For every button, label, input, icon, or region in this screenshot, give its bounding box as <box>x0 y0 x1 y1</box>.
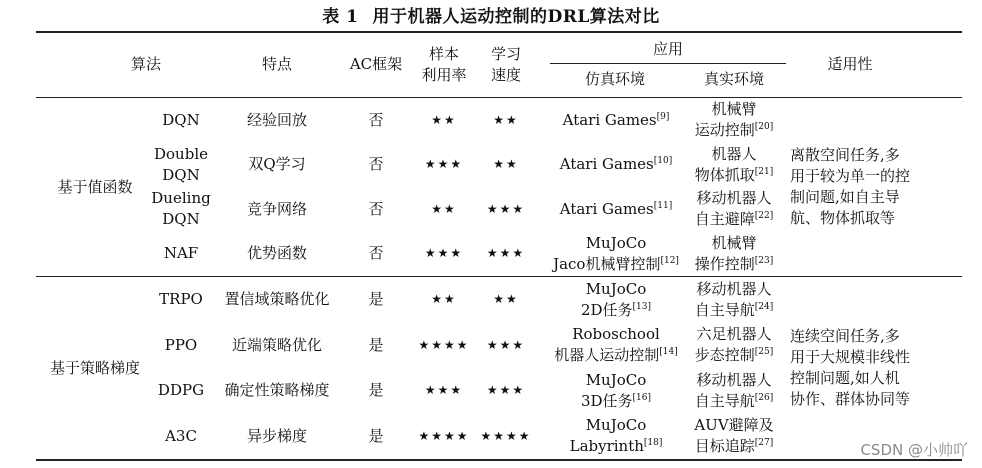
ac-text: 是 <box>368 426 384 445</box>
sample-text: ★★ <box>431 112 457 127</box>
cell-sample <box>414 368 474 414</box>
cell-sample <box>414 277 474 323</box>
group-name-value <box>36 98 154 276</box>
real-line <box>694 415 773 436</box>
feature-text: 竞争网络 <box>246 199 307 218</box>
feature-text: 确定性策略梯度 <box>224 381 330 400</box>
application-underline <box>550 63 786 64</box>
header-sim-env <box>550 66 680 92</box>
real-text: 自主导航 <box>694 391 755 410</box>
cell-algo <box>150 414 212 460</box>
sim-text: 2D任务 <box>580 300 633 319</box>
cell-speed <box>476 143 536 188</box>
real-line <box>695 254 774 275</box>
cell-sample <box>414 414 474 460</box>
sim-text: MuJoCo <box>585 279 647 298</box>
sim-line <box>586 233 647 254</box>
real-text: 移动机器人 <box>696 370 772 389</box>
cell-sim <box>540 323 692 369</box>
sim-line <box>554 345 678 366</box>
cell-real <box>682 368 786 414</box>
speed-text: ★★ <box>493 292 519 307</box>
speed-text: ★★ <box>493 112 519 127</box>
sim-line <box>563 110 670 131</box>
cell-feature <box>212 323 342 369</box>
feature-text: 经验回放 <box>246 110 307 129</box>
cell-ac <box>340 143 412 188</box>
cell-real <box>682 98 786 143</box>
citation-ref: [11] <box>653 200 673 211</box>
sample-text: ★★★★ <box>418 337 470 352</box>
real-line <box>695 436 774 457</box>
real-line <box>711 99 756 120</box>
cell-sim <box>540 414 692 460</box>
header-features-text: 特点 <box>261 54 292 73</box>
algo-line: DQN <box>162 110 200 129</box>
real-text: 六足机器人 <box>696 325 772 344</box>
header-features <box>212 33 342 95</box>
sim-text: Atari Games <box>559 199 654 218</box>
real-line <box>711 233 756 254</box>
speed-text: ★★★★ <box>480 428 532 443</box>
sim-text: MuJoCo <box>585 233 647 252</box>
cell-real <box>682 143 786 188</box>
sim-line <box>572 324 660 345</box>
table-caption <box>0 2 982 27</box>
cell-real <box>682 414 786 460</box>
sim-line <box>560 154 672 175</box>
group-label: 基于值函数 <box>57 177 133 196</box>
real-line <box>711 144 756 165</box>
cell-real <box>682 232 786 277</box>
citation-ref: [25] <box>754 347 774 358</box>
citation-ref: [24] <box>754 301 774 312</box>
caption-number: 表 1 <box>322 7 359 27</box>
cell-ac <box>340 187 412 232</box>
cell-algo <box>150 187 212 232</box>
cell-speed <box>476 187 536 232</box>
cell-feature <box>212 187 342 232</box>
real-text: 操作控制 <box>694 254 755 273</box>
sim-line <box>560 199 672 220</box>
sim-line <box>553 254 679 275</box>
cell-sample <box>414 187 474 232</box>
real-text: 移动机器人 <box>696 189 772 208</box>
header-sample-line2: 利用率 <box>421 66 467 84</box>
cell-ac <box>340 414 412 460</box>
citation-ref: [12] <box>660 255 679 266</box>
cell-ac <box>340 277 412 323</box>
cell-sample <box>414 323 474 369</box>
algo-line: TRPO <box>159 290 203 309</box>
algo-line: DQN <box>162 210 200 229</box>
sample-text: ★★ <box>431 201 457 216</box>
cell-feature <box>212 98 342 143</box>
real-text: 机械臂 <box>711 233 757 252</box>
group-name-policy <box>36 277 154 459</box>
bottom-rule <box>36 459 962 461</box>
algo-line: NAF <box>163 244 199 263</box>
sim-line <box>586 279 647 300</box>
cell-speed <box>476 323 536 369</box>
group-applicability-value <box>790 98 914 276</box>
group-label: 基于策略梯度 <box>49 358 140 377</box>
cell-speed <box>476 277 536 323</box>
header-speed-line2: 速度 <box>490 66 521 84</box>
cell-speed <box>476 98 536 143</box>
ac-text: 是 <box>368 381 384 400</box>
cell-real <box>682 277 786 323</box>
cell-sample <box>414 232 474 277</box>
real-text: 目标追踪 <box>694 437 755 456</box>
sample-text: ★★★★ <box>418 428 470 443</box>
real-line <box>695 120 774 141</box>
ac-text: 是 <box>368 290 384 309</box>
real-line <box>695 209 774 230</box>
cell-feature <box>212 368 342 414</box>
cell-feature <box>212 232 342 277</box>
cell-sim <box>540 187 692 232</box>
sim-text: 机器人运动控制 <box>554 346 660 365</box>
header-application <box>550 37 786 61</box>
sim-text: Roboschool <box>572 325 660 344</box>
ac-text: 否 <box>368 155 384 174</box>
sample-text: ★★★ <box>424 157 464 172</box>
algo-line: PPO <box>164 335 198 354</box>
real-text: 移动机器人 <box>696 279 772 298</box>
speed-text: ★★★ <box>486 383 526 398</box>
applicability-text: 连续空间任务,多用于大规模非线性控制问题,如人机协作、群体协同等 <box>790 327 911 408</box>
header-ac-framework <box>340 33 412 95</box>
algo-line: Dueling <box>151 189 211 208</box>
header-ac-framework-text: AC框架 <box>349 54 403 73</box>
real-line <box>695 165 774 186</box>
sim-text: Labyrinth <box>569 437 644 456</box>
citation-ref: [9] <box>656 111 670 122</box>
real-text: 步态控制 <box>694 346 755 365</box>
cell-algo <box>150 277 212 323</box>
real-line <box>696 324 771 345</box>
header-real-env-text: 真实环境 <box>703 69 764 88</box>
real-text: 机械臂 <box>711 100 757 119</box>
citation-ref: [20] <box>754 122 774 133</box>
cell-speed <box>476 368 536 414</box>
cell-real <box>682 187 786 232</box>
citation-ref: [16] <box>632 392 652 403</box>
header-sim-env-text: 仿真环境 <box>584 69 645 88</box>
real-line <box>695 391 774 412</box>
citation-ref: [22] <box>754 211 774 222</box>
feature-text: 近端策略优化 <box>231 335 322 354</box>
caption-title: 用于机器人运动控制的DRL算法对比 <box>372 7 660 27</box>
feature-text: 优势函数 <box>246 244 307 263</box>
sim-text: Atari Games <box>562 110 657 129</box>
group-applicability-policy <box>790 277 914 459</box>
citation-ref: [27] <box>754 438 774 449</box>
cell-sim <box>540 232 692 277</box>
watermark: CSDN @小帅吖 <box>860 441 968 459</box>
citation-ref: [13] <box>632 301 652 312</box>
speed-text: ★★ <box>493 157 519 172</box>
cell-sample <box>414 143 474 188</box>
sample-text: ★★ <box>431 292 457 307</box>
applicability-text: 离散空间任务,多用于较为单一的控制问题,如自主导航、物体抓取等 <box>790 146 911 227</box>
sim-text: 3D任务 <box>580 391 633 410</box>
real-line <box>695 345 774 366</box>
ac-text: 是 <box>368 335 384 354</box>
sim-text: MuJoCo <box>585 416 647 435</box>
real-text: 运动控制 <box>694 121 755 140</box>
speed-text: ★★★ <box>486 201 526 216</box>
cell-sim <box>540 277 692 323</box>
cell-ac <box>340 323 412 369</box>
header-real-env <box>682 66 786 92</box>
speed-text: ★★★ <box>486 246 526 261</box>
sim-text: Jaco机械臂控制 <box>553 254 661 273</box>
header-algorithm-text: 算法 <box>130 54 161 73</box>
header-applicability <box>790 33 910 95</box>
header-speed-line1: 学习 <box>490 45 521 63</box>
sim-line <box>581 300 651 321</box>
algo-line: DQN <box>162 165 200 184</box>
citation-ref: [14] <box>659 347 678 358</box>
cell-speed <box>476 414 536 460</box>
algo-line: DDPG <box>157 381 205 400</box>
sim-text: MuJoCo <box>585 370 647 389</box>
citation-ref: [10] <box>653 156 673 167</box>
real-line <box>696 188 771 209</box>
ac-text: 否 <box>368 110 384 129</box>
sim-line <box>570 436 663 457</box>
sample-text: ★★★ <box>424 246 464 261</box>
speed-text: ★★★ <box>486 337 526 352</box>
cell-algo <box>150 232 212 277</box>
real-line <box>695 300 774 321</box>
cell-ac <box>340 98 412 143</box>
citation-ref: [21] <box>754 166 774 177</box>
header-applicability-text: 适用性 <box>827 54 873 73</box>
real-text: 机器人 <box>711 144 757 163</box>
feature-text: 异步梯度 <box>246 426 307 445</box>
cell-sim <box>540 368 692 414</box>
cell-feature <box>212 143 342 188</box>
real-text: 自主导航 <box>694 300 755 319</box>
header-sample-efficiency <box>414 36 474 94</box>
header-learning-speed <box>476 36 536 94</box>
ac-text: 否 <box>368 199 384 218</box>
cell-sample <box>414 98 474 143</box>
sim-text: Atari Games <box>559 155 654 174</box>
cell-algo <box>150 368 212 414</box>
ac-text: 否 <box>368 244 384 263</box>
real-text: 物体抓取 <box>694 165 755 184</box>
header-application-text: 应用 <box>652 39 683 58</box>
sample-text: ★★★ <box>424 383 464 398</box>
citation-ref: [23] <box>754 255 774 266</box>
algo-line: A3C <box>165 426 197 445</box>
cell-sim <box>540 143 692 188</box>
cell-sim <box>540 98 692 143</box>
sim-line <box>586 370 647 391</box>
cell-real <box>682 323 786 369</box>
cell-algo <box>150 143 212 188</box>
cell-algo <box>150 323 212 369</box>
cell-ac <box>340 232 412 277</box>
header-sample-line1: 样本 <box>428 45 459 63</box>
cell-feature <box>212 414 342 460</box>
real-text: AUV避障及 <box>694 416 774 435</box>
cell-ac <box>340 368 412 414</box>
real-line <box>696 370 771 391</box>
feature-text: 置信域策略优化 <box>224 290 330 309</box>
algo-line: Double <box>154 144 208 163</box>
real-line <box>696 279 771 300</box>
cell-speed <box>476 232 536 277</box>
real-text: 自主避障 <box>694 210 755 229</box>
cell-algo <box>150 98 212 143</box>
sim-line <box>581 391 651 412</box>
citation-ref: [18] <box>643 438 663 449</box>
feature-text: 双Q学习 <box>248 155 306 174</box>
citation-ref: [26] <box>754 392 774 403</box>
sim-line <box>586 415 647 436</box>
cell-feature <box>212 277 342 323</box>
